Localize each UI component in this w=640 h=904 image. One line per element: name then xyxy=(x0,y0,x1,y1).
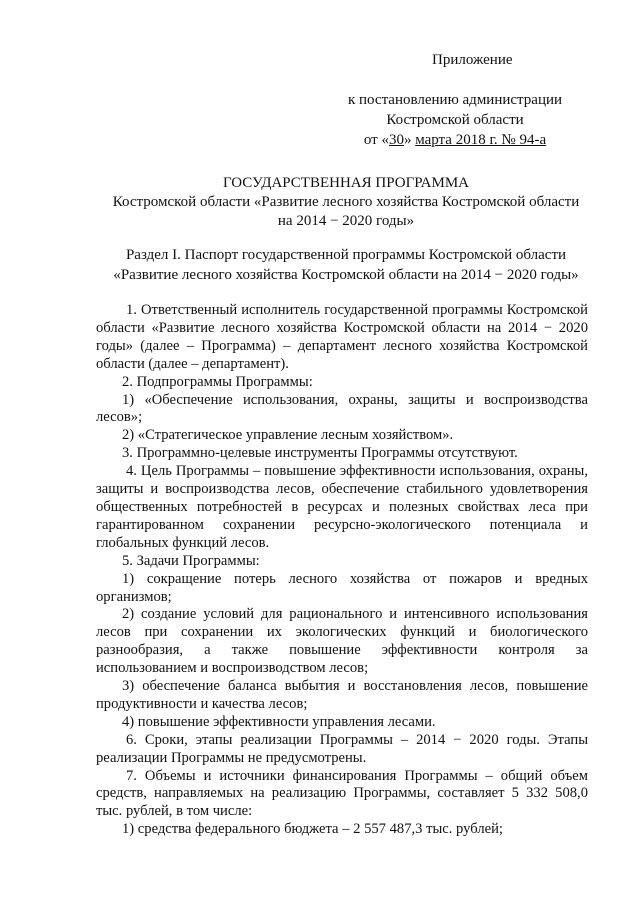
decree-line-1: к постановлению администрации xyxy=(347,92,563,108)
date-day: 30 xyxy=(388,132,404,148)
date-prefix: от « xyxy=(363,132,389,148)
paragraph: 3) обеспечение баланса выбытия и восстановления лесов, повышение продуктивности и качества лесов; xyxy=(96,678,588,712)
title-line-2: Костромской области «Развитие лесного хозяйства Костромской области xyxy=(112,194,580,210)
paragraph: 4) повышение эффективности управления лесами. xyxy=(122,713,436,730)
title-line-3: на 2014 − 2020 годы» xyxy=(277,213,415,229)
section-line-2: «Развитие лесного хозяйства Костромской области на 2014 − 2020 годы» xyxy=(113,267,579,283)
date-month-year: марта 2018 г. № xyxy=(415,132,520,148)
decree-number: 94-а xyxy=(519,132,547,148)
decree-line-2: Костромской области xyxy=(386,112,524,128)
paragraph: 4. Цель Программы – повышение эффективности использования, охраны, защиты и воспроизводства лесов, обеспечение стабильного удовлетворения общественных потребностей в ресурсах и полезных свойствах леса при гарантированном сохранении ресурсно-экологического потенциала и глобальных функций лесов. xyxy=(96,463,588,551)
program-title xyxy=(96,174,596,231)
paragraph: 2) создание условий для рационального и интенсивного использования лесов при сохранении их экологических функций и биологического разнообразия, а также повышение эффективности контроля за использованием и воспроизводством лесов; xyxy=(96,606,588,677)
paragraph: 2. Подпрограммы Программы: xyxy=(122,373,313,390)
paragraph: 3. Программно-целевые инструменты Программы отсутствуют. xyxy=(122,445,518,462)
paragraph: 1) «Обеспечение использования, охраны, защиты и воспроизводства лесов»; xyxy=(96,391,588,426)
paragraph: 2) «Стратегическое управление лесным хозяйством». xyxy=(122,427,454,444)
paragraph: 5. Задачи Программы: xyxy=(122,552,260,569)
title-line-1: ГОСУДАРСТВЕННАЯ ПРОГРАММА xyxy=(222,175,470,191)
decree-reference xyxy=(330,90,580,150)
paragraph: 1) сокращение потерь лесного хозяйства от пожаров и вредных организмов; xyxy=(96,570,588,605)
paragraph: 1. Ответственный исполнитель государственной программы Костромской области «Развитие лесного хозяйства Костромской области на 2014 − 2020 годы» (далее – Программа) – департамент лесного хозяйства Костромской области (далее – департамент). xyxy=(96,302,588,372)
document-body xyxy=(96,302,588,839)
paragraph: 1) средства федерального бюджета – 2 557 487,3 тыс. рублей; xyxy=(122,821,503,838)
section-line-1: Раздел I. Паспорт государственной программы Костромской области xyxy=(125,247,567,263)
date-mid: » xyxy=(403,132,416,148)
appendix-label: Приложение xyxy=(432,52,513,68)
section-heading xyxy=(96,245,596,285)
paragraph: 7. Объемы и источники финансирования Программы – общий объем средств, направляемых на реализацию Программы, составляет 5 332 508,0 тыс. рублей, в том числе: xyxy=(96,767,588,820)
paragraph: 6. Сроки, этапы реализации Программы – 2014 − 2020 годы. Этапы реализации Программы не предусмотрены. xyxy=(96,731,588,766)
decree-date-line xyxy=(330,130,580,150)
